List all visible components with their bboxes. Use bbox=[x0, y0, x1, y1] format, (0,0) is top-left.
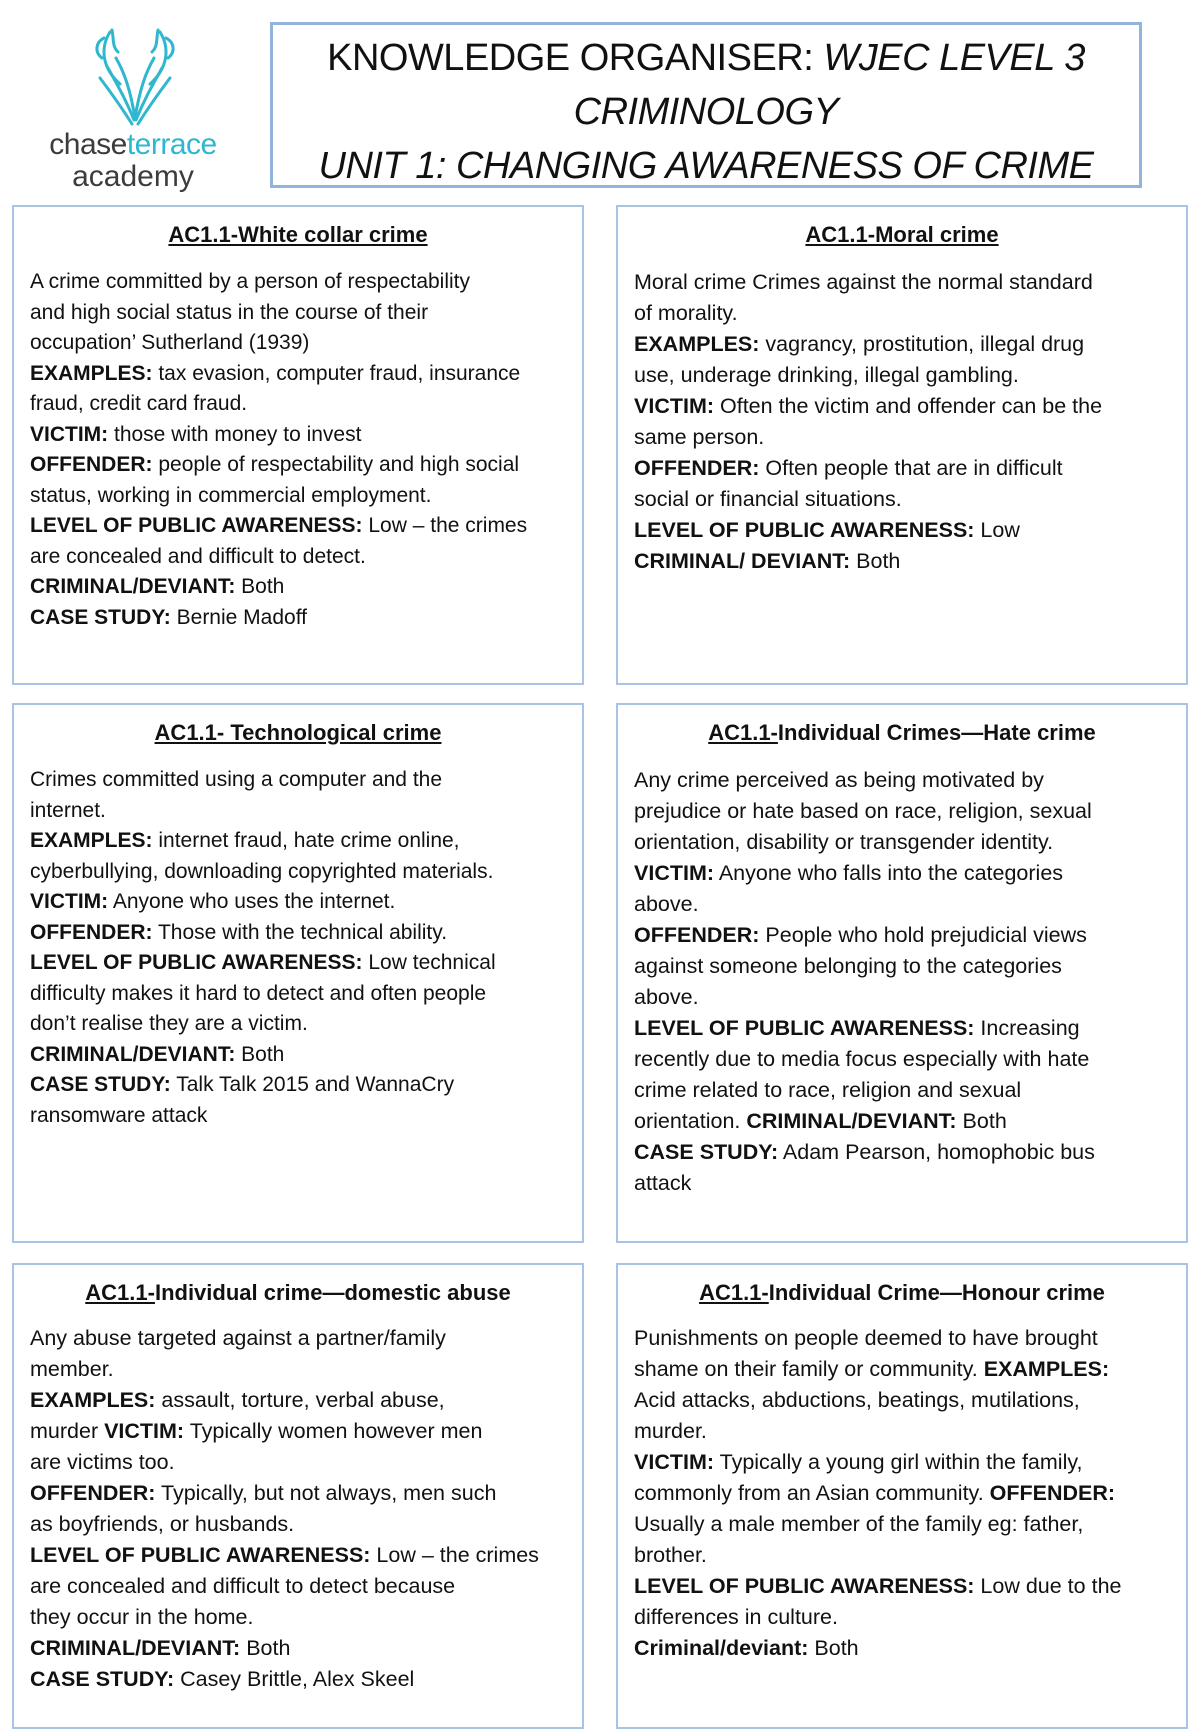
card-text: people of respectability and high social bbox=[152, 453, 520, 476]
logo-wordmark-top bbox=[28, 128, 238, 162]
card-line bbox=[30, 511, 566, 542]
card-line: Punishments on people deemed to have brought bbox=[634, 1326, 1098, 1350]
examples-label: EXAMPLES: bbox=[983, 1357, 1110, 1381]
card-text: Typically women however men bbox=[184, 1419, 483, 1443]
card-text: Both bbox=[235, 575, 285, 598]
card-line: above. bbox=[634, 985, 699, 1009]
card-line: above. bbox=[634, 892, 699, 916]
card-domestic-abuse bbox=[12, 1263, 584, 1729]
card-text: internet fraud, hate crime online, bbox=[152, 829, 460, 852]
card-line: differences in culture. bbox=[634, 1605, 838, 1629]
card-line bbox=[634, 546, 1170, 577]
card-line: crime related to race, religion and sexual bbox=[634, 1078, 1022, 1102]
card-line bbox=[30, 1478, 566, 1509]
stag-antlers-icon bbox=[90, 28, 180, 128]
card-line bbox=[634, 1447, 1170, 1478]
card-text: Casey Brittle, Alex Skeel bbox=[174, 1667, 415, 1691]
card-title: AC1.1- Technological crime bbox=[154, 720, 442, 745]
card-line bbox=[634, 1633, 1170, 1664]
awareness-label: LEVEL OF PUBLIC AWARENESS: bbox=[30, 951, 363, 974]
card-text: murder bbox=[30, 1419, 105, 1443]
card-line bbox=[634, 329, 1170, 360]
card-line: are concealed and difficult to detect because bbox=[30, 1574, 456, 1598]
criminal-deviant-label: CRIMINAL/DEVIANT: bbox=[30, 1042, 236, 1066]
title-line-2: CRIMINOLOGY bbox=[573, 91, 839, 133]
card-line bbox=[634, 1354, 1170, 1385]
card-technological-crime bbox=[12, 703, 584, 1243]
card-line: prejudice or hate based on race, religion, sexual bbox=[634, 799, 1092, 823]
card-text: Low – the crimes bbox=[370, 1543, 539, 1567]
card-line bbox=[30, 826, 566, 857]
card-text: Both bbox=[956, 1109, 1007, 1133]
card-line: A crime committed by a person of respectability bbox=[30, 270, 471, 293]
card-line: Any crime perceived as being motivated by bbox=[634, 768, 1044, 792]
title-course: WJEC LEVEL 3 bbox=[813, 37, 1085, 79]
card-line: Moral crime Crimes against the normal standard bbox=[634, 270, 1093, 294]
examples-label: EXAMPLES: bbox=[634, 332, 760, 356]
card-line bbox=[30, 420, 566, 451]
card-text: Bernie Madoff bbox=[170, 605, 307, 629]
criminal-deviant-label: CRIMINAL/ DEVIANT: bbox=[634, 549, 851, 573]
logo-word-terrace: terrace bbox=[126, 128, 217, 161]
card-text: shame on their family or community. bbox=[634, 1357, 984, 1381]
card-title-code: AC1.1- bbox=[85, 1280, 155, 1305]
victim-label: VICTIM: bbox=[634, 394, 715, 418]
card-line bbox=[30, 572, 566, 603]
page-title-box bbox=[270, 22, 1142, 188]
awareness-label: LEVEL OF PUBLIC AWARENESS: bbox=[30, 514, 363, 537]
card-text: Low – the crimes bbox=[362, 514, 528, 537]
card-text: Low technical bbox=[362, 951, 496, 974]
card-title-text: Individual crime—domestic abuse bbox=[154, 1280, 511, 1305]
card-hate-crime bbox=[616, 703, 1188, 1243]
card-text: commonly from an Asian community. bbox=[634, 1481, 990, 1505]
card-text: Anyone who uses the internet. bbox=[108, 890, 396, 913]
card-line: same person. bbox=[634, 425, 765, 449]
card-title bbox=[30, 1279, 566, 1307]
examples-label: EXAMPLES: bbox=[30, 361, 153, 385]
card-text: assault, torture, verbal abuse, bbox=[155, 1388, 445, 1412]
card-line bbox=[634, 391, 1170, 422]
card-line bbox=[634, 1106, 1170, 1137]
card-line: are victims too. bbox=[30, 1450, 175, 1474]
card-title bbox=[634, 719, 1170, 747]
card-text: Low due to the bbox=[974, 1574, 1122, 1598]
card-text: Talk Talk 2015 and WannaCry bbox=[170, 1073, 455, 1096]
card-line bbox=[30, 918, 566, 949]
card-line bbox=[30, 603, 566, 634]
card-text: Typically a young girl within the family, bbox=[714, 1450, 1083, 1474]
case-study-label: CASE STUDY: bbox=[30, 1667, 175, 1691]
card-line: difficulty makes it hard to detect and often people bbox=[30, 981, 487, 1005]
card-line bbox=[30, 1385, 566, 1416]
awareness-label: LEVEL OF PUBLIC AWARENESS: bbox=[634, 1574, 975, 1598]
card-line: cyberbullying, downloading copyrighted materials. bbox=[30, 859, 494, 883]
victim-label: VICTIM: bbox=[634, 1450, 715, 1474]
card-line: Crimes committed using a computer and the bbox=[30, 768, 443, 791]
offender-label: OFFENDER: bbox=[634, 923, 760, 947]
victim-label: VICTIM: bbox=[30, 890, 109, 913]
case-study-label: CASE STUDY: bbox=[30, 605, 171, 629]
card-text: vagrancy, prostitution, illegal drug bbox=[759, 332, 1085, 356]
card-text: Often the victim and offender can be the bbox=[714, 394, 1103, 418]
offender-label: OFFENDER: bbox=[989, 1481, 1116, 1505]
card-title: AC1.1-Moral crime bbox=[805, 222, 999, 247]
card-text: Those with the technical ability. bbox=[152, 920, 448, 944]
examples-label: EXAMPLES: bbox=[30, 829, 153, 852]
card-line: are concealed and difficult to detect. bbox=[30, 544, 366, 568]
card-title-text: Individual Crime—Honour crime bbox=[768, 1280, 1105, 1305]
school-logo bbox=[28, 28, 238, 193]
card-line: internet. bbox=[30, 798, 106, 822]
card-text: tax evasion, computer fraud, insurance bbox=[152, 361, 521, 385]
card-line bbox=[634, 858, 1170, 889]
card-title-code: AC1.1- bbox=[699, 1280, 769, 1305]
card-line bbox=[30, 1040, 566, 1071]
card-text: Low bbox=[974, 518, 1020, 542]
card-line bbox=[30, 359, 566, 390]
card-text: People who hold prejudicial views bbox=[759, 923, 1087, 947]
card-line: social or financial situations. bbox=[634, 487, 902, 511]
title-prefix: KNOWLEDGE ORGANISER: bbox=[327, 37, 814, 79]
victim-label: VICTIM: bbox=[30, 422, 109, 446]
card-line: brother. bbox=[634, 1543, 707, 1567]
card-line: use, underage drinking, illegal gambling. bbox=[634, 363, 1019, 387]
card-line bbox=[30, 1070, 566, 1101]
offender-label: OFFENDER: bbox=[30, 920, 153, 944]
offender-label: OFFENDER: bbox=[30, 453, 153, 476]
criminal-deviant-label: CRIMINAL/DEVIANT: bbox=[30, 575, 236, 598]
card-line bbox=[30, 887, 566, 918]
card-line: Any abuse targeted against a partner/family bbox=[30, 1326, 446, 1350]
card-line: Usually a male member of the family eg: father, bbox=[634, 1512, 1084, 1536]
card-line bbox=[30, 1416, 566, 1447]
offender-label: OFFENDER: bbox=[634, 456, 760, 480]
card-line: occupation’ Sutherland (1939) bbox=[30, 331, 310, 354]
title-line-1 bbox=[273, 31, 1139, 85]
card-line: of morality. bbox=[634, 301, 738, 325]
case-study-label: CASE STUDY: bbox=[634, 1140, 779, 1164]
card-text: Adam Pearson, homophobic bus bbox=[778, 1140, 1095, 1164]
card-line: fraud, credit card fraud. bbox=[30, 392, 248, 415]
criminal-deviant-label: CRIMINAL/DEVIANT: bbox=[746, 1109, 957, 1133]
card-text: Both bbox=[235, 1042, 285, 1066]
card-line bbox=[634, 1013, 1170, 1044]
card-line bbox=[634, 1137, 1170, 1168]
card-text: Anyone who falls into the categories bbox=[714, 861, 1064, 885]
card-text: those with money to invest bbox=[108, 422, 362, 446]
title-line-3: UNIT 1: CHANGING AWARENESS OF CRIME bbox=[318, 145, 1094, 187]
card-line: they occur in the home. bbox=[30, 1605, 254, 1629]
examples-label: EXAMPLES: bbox=[30, 1388, 156, 1412]
card-title-code: AC1.1- bbox=[708, 720, 778, 745]
card-line: don’t realise they are a victim. bbox=[30, 1012, 308, 1035]
card-line bbox=[30, 1540, 566, 1571]
card-line: recently due to media focus especially with hate bbox=[634, 1047, 1090, 1071]
card-text: Both bbox=[850, 549, 901, 573]
victim-label: VICTIM: bbox=[634, 861, 715, 885]
card-text: Both bbox=[808, 1636, 859, 1660]
card-line: Acid attacks, abductions, beatings, mutilations, bbox=[634, 1388, 1080, 1412]
card-line bbox=[634, 920, 1170, 951]
logo-word-academy: academy bbox=[72, 160, 194, 193]
logo-word-chase: chase bbox=[49, 128, 127, 161]
card-line: murder. bbox=[634, 1419, 707, 1443]
card-honour-crime bbox=[616, 1263, 1188, 1729]
card-moral-crime bbox=[616, 205, 1188, 685]
victim-label: VICTIM: bbox=[104, 1419, 185, 1443]
card-line: ransomware attack bbox=[30, 1103, 208, 1127]
card-text: Both bbox=[240, 1636, 291, 1660]
card-line bbox=[30, 1664, 566, 1695]
card-line bbox=[30, 948, 566, 979]
awareness-label: LEVEL OF PUBLIC AWARENESS: bbox=[30, 1543, 371, 1567]
card-line: and high social status in the course of their bbox=[30, 300, 429, 324]
card-title-text: Individual Crimes—Hate crime bbox=[777, 720, 1096, 745]
card-line: status, working in commercial employment. bbox=[30, 483, 432, 507]
awareness-label: LEVEL OF PUBLIC AWARENESS: bbox=[634, 518, 975, 542]
card-line bbox=[30, 1633, 566, 1664]
card-text: Often people that are in difficult bbox=[759, 456, 1063, 480]
card-title bbox=[634, 1279, 1170, 1307]
awareness-label: LEVEL OF PUBLIC AWARENESS: bbox=[634, 1016, 975, 1040]
criminal-deviant-label: Criminal/deviant: bbox=[634, 1636, 809, 1660]
offender-label: OFFENDER: bbox=[30, 1481, 156, 1505]
card-line: attack bbox=[634, 1171, 692, 1195]
case-study-label: CASE STUDY: bbox=[30, 1073, 171, 1096]
card-line: member. bbox=[30, 1357, 114, 1381]
card-title: AC1.1-White collar crime bbox=[168, 222, 428, 247]
card-text: orientation. bbox=[634, 1109, 747, 1133]
card-white-collar-crime bbox=[12, 205, 584, 685]
card-line: as boyfriends, or husbands. bbox=[30, 1512, 295, 1536]
card-line: against someone belonging to the categories bbox=[634, 954, 1062, 978]
card-text: Increasing bbox=[974, 1016, 1080, 1040]
card-line bbox=[634, 515, 1170, 546]
card-line: orientation, disability or transgender identity. bbox=[634, 830, 1054, 854]
card-line bbox=[634, 1478, 1170, 1509]
card-line bbox=[634, 453, 1170, 484]
card-line bbox=[30, 450, 566, 481]
card-text: Typically, but not always, men such bbox=[155, 1481, 497, 1505]
criminal-deviant-label: CRIMINAL/DEVIANT: bbox=[30, 1636, 241, 1660]
card-line bbox=[634, 1571, 1170, 1602]
